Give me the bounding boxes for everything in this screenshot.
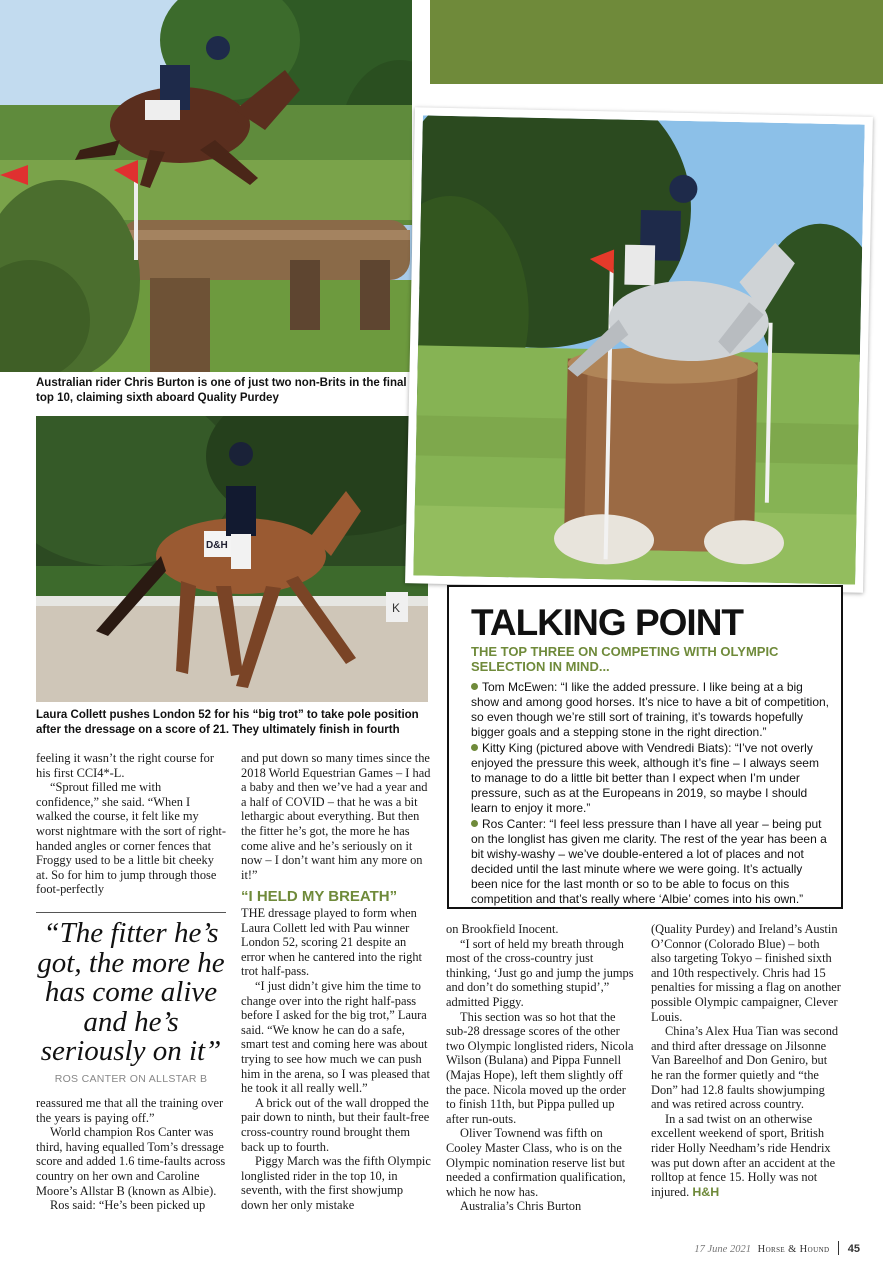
body-paragraph: Ros said: “He’s been picked up bbox=[50, 1198, 206, 1213]
body-paragraph: “Sprout filled me with confidence,” she said. “When I walked the course, it felt like my worst nightmare with the sort of right-handed angles or corner fences that Froggy used to be a little bit cheeky at. So for him to jump through those foot-perfectly bbox=[36, 780, 226, 897]
bullet-icon bbox=[471, 683, 478, 690]
body-paragraph: (Quality Purdey) and Ireland’s Austin O’Connor (Colorado Blue) – both also targeting Tokyo – finished sixth and 10th respectively. Chris had 15 penalties for missing a flag on another possible Olympic campaigner, Clever Louis. bbox=[651, 922, 841, 1024]
body-paragraph: China’s Alex Hua Tian was second and third after dressage on Jilsonne Van Bareelhof and Don Geniro, but he ran the former quietly and “the Don” had 12.8 faults showjumping and was retired across country. bbox=[651, 1024, 839, 1112]
body-paragraph: feeling it wasn’t the right course for his first CCI4*-L. bbox=[36, 751, 215, 780]
body-column-4 bbox=[651, 922, 841, 1199]
photo-kitty-king-jump bbox=[413, 115, 865, 584]
talking-point-text: Ros Canter: “I feel less pressure than I have all year – being put on the longlist has given me clarity. The rest of the year has been a bit wishy-washy – we’ve double-entered a lot of places and not decided until the last minute where we were going. It’s actually been nice for the last month or so to be able to focus on this competition and that’s really where ‘Albie’ comes into his own.” bbox=[471, 817, 827, 906]
pull-quote-attribution: ROS CANTER ON ALLSTAR B bbox=[54, 1072, 208, 1085]
body-paragraph: “I just didn’t give him the time to change over into the right half-pass before I asked for the big trot,” Laura said. “We know he can do a safe, smart test and coming here was about trying to see how much we can push him in the arena, so I was pleased that he took it all really well.” bbox=[241, 978, 430, 1096]
talking-point-box bbox=[447, 585, 843, 909]
body-paragraph: Oliver Townend was fifth on Cooley Master Class, who is on the Olympic nomination reserve list but needed a confirmation qualification, which he now has. bbox=[446, 1126, 626, 1199]
talking-point-text: Tom McEwen: “I like the added pressure. I like being at a big show and among good horses. It’s nice to have a bit of competition, so even though we’re still sort of training, it’s towards hopefully bigger goals and a stepping stone in the right direction.” bbox=[471, 680, 829, 739]
talking-point-title: TALKING POINT bbox=[471, 602, 744, 643]
body-column-1-top bbox=[36, 751, 226, 897]
photo-chris-burton-jump bbox=[0, 0, 412, 372]
article-end-mark: H&H bbox=[692, 1184, 720, 1199]
footer-divider bbox=[838, 1241, 839, 1255]
body-paragraph: A brick out of the wall dropped the pair down to ninth, but their fault-free cross-country round brought them back up to fourth. bbox=[241, 1095, 430, 1154]
body-paragraph: on Brookfield Inocent. bbox=[446, 922, 559, 936]
talking-point-subtitle: THE TOP THREE ON COMPETING WITH OLYMPIC SELECTION IN MIND... bbox=[471, 644, 779, 674]
header-color-band bbox=[430, 0, 883, 84]
pull-quote bbox=[36, 912, 226, 1085]
body-paragraph: “I sort of held my breath through most of the cross-country just thinking, ‘Just go and jump the jumps and don’t do something stupid’,” admitted Piggy. bbox=[446, 936, 634, 1009]
talking-point-item bbox=[471, 680, 829, 740]
talking-point-item bbox=[471, 817, 829, 907]
photo-kitty-king-frame bbox=[405, 107, 873, 592]
pull-quote-text: “The fitter he’s got, the more he has come alive and he’s seriously on it” bbox=[37, 917, 225, 1067]
page-number: 45 bbox=[847, 1243, 860, 1255]
body-paragraph: This section was so hot that the sub-28 dressage scores of the other two Olympic longlisted riders, Nicola Wilson (Bulana) and Pippa Funnell (Majas Hope), left them slightly off the pace. Nicola moved up the order to finish 11th, but Pippa pulled up after run-outs. bbox=[446, 1009, 634, 1126]
body-paragraph bbox=[651, 1112, 841, 1200]
magazine-name: Horse & Hound bbox=[757, 1244, 830, 1255]
bullet-icon bbox=[471, 744, 478, 751]
saddlecloth-logo: D&H bbox=[206, 540, 228, 551]
talking-point-item bbox=[471, 741, 829, 816]
issue-date: 17 June 2021 bbox=[694, 1244, 751, 1255]
page-footer bbox=[640, 1241, 860, 1259]
body-column-3 bbox=[446, 922, 636, 1214]
body-paragraph: and put down so many times since the 2018 World Equestrian Games – I had a baby and then we’ve had a year and a half of COVID – that he was a bit lethargic about everything. But then the fitter he’s got, the more he has come alive and he’s seriously on it now – I don’t want him any more on it!” bbox=[241, 751, 431, 882]
photo-laura-collett-dressage bbox=[36, 416, 428, 702]
body-paragraph: Australia’s Chris Burton bbox=[460, 1199, 582, 1214]
body-paragraph: World champion Ros Canter was third, having equalled Tom’s dressage score and added 1.6 time-faults across country on her own and Caroline Moore’s Allstar B (known as Albie). bbox=[36, 1125, 226, 1198]
body-paragraph: Piggy March was the fifth Olympic longlisted rider in the top 10, in seventh, with the first showjump down her only mistake bbox=[241, 1154, 431, 1212]
body-paragraph: THE dressage played to form when Laura Collett led with Pau winner London 52, scoring 21 despite an error when he cantered into the right trot half-pass. bbox=[241, 906, 422, 979]
talking-point-text: Kitty King (pictured above with Vendredi Biats): “I’ve not overly enjoyed the pressure this week, although it’s fine – I always seem to manage to do a little bit better than I expect when I’m under pressure, such as at the Europeans in 2019, so maybe I should learn to enjoy it more.” bbox=[471, 741, 819, 815]
body-paragraph: reassured me that all the training over the years is paying off.” bbox=[36, 1096, 224, 1125]
talking-point-list bbox=[471, 680, 829, 908]
photo1-caption: Australian rider Chris Burton is one of just two non-Brits in the final top 10, claiming sixth aboard Quality Purdey bbox=[36, 377, 407, 404]
body-column-1-bottom bbox=[36, 1096, 226, 1213]
section-crosshead: “I HELD MY BREATH” bbox=[241, 888, 398, 905]
photo2-caption: Laura Collett pushes London 52 for his “big trot” to take pole position after the dressage on a score of 21. They ultimately finish in fourth bbox=[36, 709, 419, 736]
body-column-2-bottom bbox=[241, 906, 431, 1212]
body-column-2-top bbox=[241, 751, 431, 882]
body-paragraph-text: In a sad twist on an otherwise excellent weekend of sport, British rider Holly Needham’s ride Hendrix was put down after an accident at the rolltop at fence 15. Holly was not injured. bbox=[651, 1111, 836, 1199]
bullet-icon bbox=[471, 820, 478, 827]
arena-letter: K bbox=[392, 601, 401, 615]
